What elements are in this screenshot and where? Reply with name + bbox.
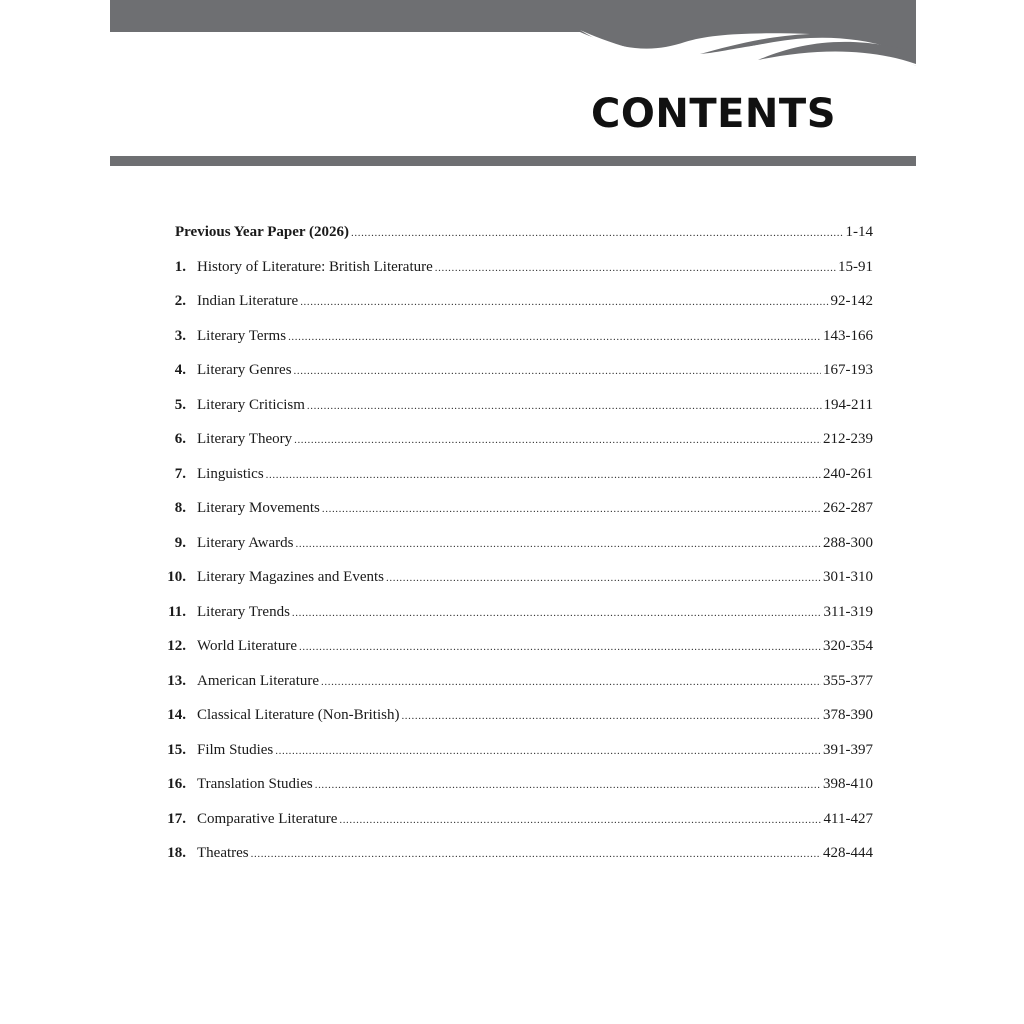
toc-entry[interactable] — [160, 604, 873, 639]
toc-entry-pages: 288-300 — [823, 534, 873, 551]
toc-entry-title: Literary Trends — [197, 603, 290, 620]
toc-entry-number: 18. — [167, 845, 186, 861]
toc-entry[interactable] — [160, 259, 873, 294]
toc-entry-number: 12. — [167, 638, 186, 654]
toc-entry-pages: 143-166 — [823, 327, 873, 344]
toc-leader-dots — [294, 434, 821, 446]
toc-entry[interactable] — [160, 742, 873, 777]
toc-entry-title: American Literature — [197, 672, 320, 689]
toc-leader-dots — [307, 400, 822, 412]
toc-entry[interactable] — [160, 328, 873, 363]
toc-entry[interactable] — [160, 776, 873, 811]
toc-entry-number: 8. — [174, 500, 186, 516]
toc-leader-dots — [292, 607, 822, 619]
toc-leader-dots — [266, 469, 821, 481]
toc-entry-title: Classical Literature (Non-British) — [197, 707, 400, 723]
toc-entry[interactable] — [160, 362, 873, 397]
toc-leader-dots — [401, 710, 821, 722]
toc-entry-title: Previous Year Paper (2026) — [175, 224, 350, 240]
toc-entry-pages: 391-397 — [823, 741, 873, 758]
toc-leader-dots — [275, 745, 821, 757]
toc-entry-pages: 212-239 — [823, 431, 873, 447]
toc-leader-dots — [300, 296, 828, 308]
toc-leader-dots — [386, 572, 821, 584]
toc-leader-dots — [435, 262, 836, 274]
toc-leader-dots — [351, 227, 843, 239]
header-divider — [110, 156, 916, 166]
table-of-contents — [160, 224, 873, 880]
toc-entry-title: Literary Theory — [197, 431, 293, 447]
header-wave-banner — [110, 0, 916, 70]
toc-entry-number: 14. — [167, 707, 186, 723]
toc-entry-number: 13. — [167, 672, 186, 689]
toc-entry[interactable] — [160, 431, 873, 466]
toc-entry-number: 3. — [174, 327, 186, 344]
toc-entry-number: 4. — [174, 362, 186, 378]
toc-entry-number: 5. — [174, 396, 186, 413]
toc-entry[interactable] — [160, 293, 873, 328]
toc-entry[interactable] — [160, 707, 873, 742]
toc-entry-number: 15. — [167, 741, 186, 758]
toc-entry-title: Literary Criticism — [197, 396, 305, 413]
toc-entry-pages: 311-319 — [823, 603, 873, 620]
toc-entry-title: Comparative Literature — [197, 810, 338, 827]
toc-leader-dots — [299, 641, 821, 653]
toc-entry-title: Literary Movements — [197, 500, 320, 516]
toc-leader-dots — [339, 814, 821, 826]
toc-entry-title: Theatres — [197, 845, 249, 861]
toc-entry[interactable] — [160, 500, 873, 535]
toc-entry-pages: 262-287 — [823, 500, 873, 516]
toc-entry-pages: 15-91 — [838, 258, 873, 275]
toc-entry-number: 2. — [174, 293, 186, 309]
toc-leader-dots — [321, 676, 821, 688]
toc-entry-number: 1. — [174, 258, 186, 275]
toc-entry-pages: 398-410 — [823, 776, 873, 792]
toc-entry-pages: 194-211 — [823, 396, 873, 413]
toc-entry-number: 10. — [167, 569, 186, 585]
toc-entry-pages: 411-427 — [823, 810, 873, 827]
toc-entry-title: Literary Awards — [197, 534, 294, 551]
toc-entry[interactable] — [160, 397, 873, 432]
toc-entry-title: History of Literature: British Literature — [197, 258, 433, 275]
toc-entry-pages: 301-310 — [823, 569, 873, 585]
toc-entry-number: 9. — [174, 534, 186, 551]
toc-entry-number: 11. — [168, 603, 186, 620]
toc-entry-number: 7. — [174, 465, 186, 482]
toc-entry-pages: 167-193 — [823, 362, 873, 378]
toc-entry-title: Linguistics — [197, 465, 264, 482]
toc-entry[interactable] — [160, 673, 873, 708]
toc-entry[interactable] — [160, 845, 873, 880]
toc-entry-number: 6. — [174, 431, 186, 447]
toc-entry-number: 16. — [167, 776, 186, 792]
toc-entry-number: 17. — [167, 810, 186, 827]
toc-entry[interactable] — [160, 811, 873, 846]
toc-leader-dots — [322, 503, 821, 515]
toc-leader-dots — [251, 848, 821, 860]
toc-entry[interactable] — [160, 569, 873, 604]
toc-entry-title: Literary Terms — [197, 327, 287, 344]
toc-entry-previous-year-paper[interactable] — [160, 224, 873, 259]
toc-entry-pages: 92-142 — [830, 293, 873, 309]
toc-entry-pages: 1-14 — [845, 224, 873, 240]
toc-entry-title: Indian Literature — [197, 293, 299, 309]
toc-entry-title: Film Studies — [197, 741, 274, 758]
toc-entry-pages: 378-390 — [823, 707, 873, 723]
toc-entry-pages: 320-354 — [823, 638, 873, 654]
toc-entry-title: Literary Genres — [197, 362, 292, 378]
toc-leader-dots — [294, 365, 821, 377]
toc-entry-title: Translation Studies — [197, 776, 313, 792]
toc-entry-pages: 240-261 — [823, 465, 873, 482]
toc-leader-dots — [288, 331, 821, 343]
toc-entry-pages: 355-377 — [823, 672, 873, 689]
toc-entry-pages: 428-444 — [823, 845, 873, 861]
toc-entry[interactable] — [160, 638, 873, 673]
toc-entry[interactable] — [160, 466, 873, 501]
toc-leader-dots — [296, 538, 821, 550]
page-title: CONTENTS — [590, 91, 836, 137]
toc-leader-dots — [315, 779, 821, 791]
toc-entry-title: World Literature — [197, 638, 297, 654]
toc-entry[interactable] — [160, 535, 873, 570]
toc-entry-title: Literary Magazines and Events — [197, 569, 385, 585]
